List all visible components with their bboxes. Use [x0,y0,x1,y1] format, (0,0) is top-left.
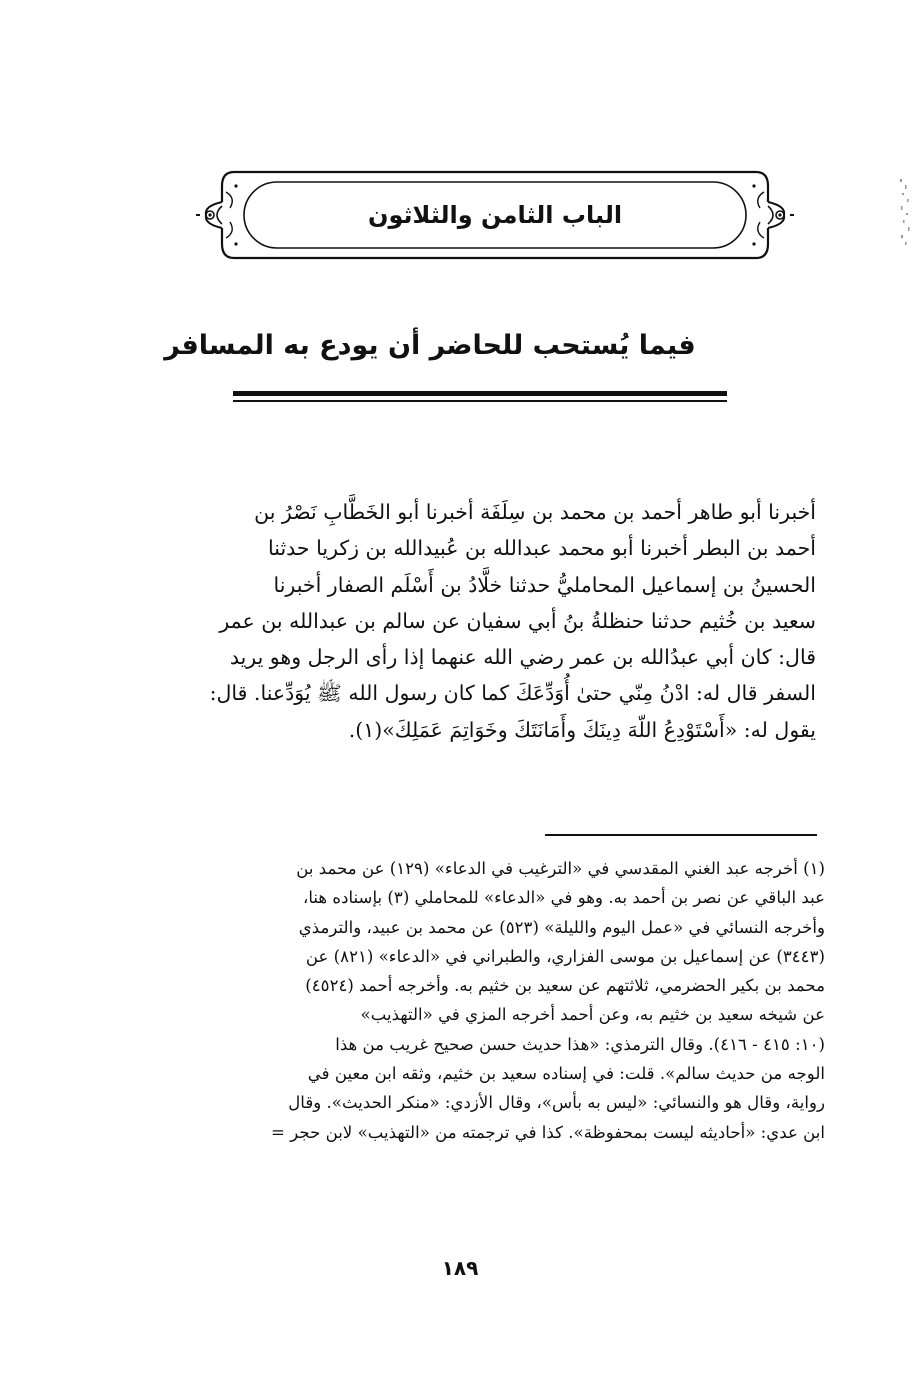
title-underline-thick [233,391,727,396]
page-number: ١٨٩ [441,1256,479,1280]
text-line: الحسينُ بن إسماعيل المحامليُّ حدثنا خلَّادُ بن أَسْلَم الصفار أخبرنا [273,572,816,597]
text-line: يقول له: «أَسْتَوْدِعُ اللّهَ دِينَكَ وأَمَانَتَكَ وخَوَاتِمَ عَمَلِكَ»(١). [348,717,816,742]
section-title: فيما يُستحب للحاضر أن يودع به المسافر [164,330,696,361]
footnote-line: الوجه من حديث سالم». قلت: في إسناده سعيد بن خثيم، وثقه ابن معين في [307,1064,825,1084]
footnote-line: (١٠: ٤١٥ - ٤١٦). وقال الترمذي: «هذا حديث حسن صحيح غريب من هذا [335,1034,825,1054]
footnote-line: عبد الباقي عن نصر بن أحمد به. وهو في «الدعاء» للمحاملي (٣) بإسناده هنا، [302,888,825,908]
scan-edge-noise-icon [898,175,912,250]
footnote-line: (١) أخرجه عبد الغني المقدسي في «الترغيب في الدعاء» (١٢٩) عن محمد بن [296,859,825,878]
hadith-text [132,494,816,748]
chapter-title: الباب الثامن والثلاثون [367,201,623,229]
footnote-line: وأخرجه النسائي في «عمل اليوم والليلة» (٥٢٣) عن محمد بن عبيد، والترمذي [298,917,825,937]
footnote [120,854,825,1147]
text-line: سعيد بن خُثيم حدثنا حنظلةُ بنُ أبي سفيان عن سالم بن عبدالله بن عمر [219,608,816,633]
text-line: قال: كان أبي عبدُالله بن عمر رضي الله عنهما إذا رأى الرجل وهو يريد [229,645,816,670]
footnote-separator [545,834,817,836]
footnote-line: عن شيخه سعيد بن خثيم به، وعن أحمد أخرجه المزي في «التهذيب» [360,1005,825,1025]
text-line: أحمد بن البطر أخبرنا أبو محمد عبدالله بن عُبيدالله بن زكريا حدثنا [268,536,816,561]
title-underline-thin [233,400,727,402]
chapter-heading-frame [196,162,794,268]
footnote-line: (٣٤٤٣) عن إسماعيل بن موسى الفزاري، والطبراني في «الدعاء» (٨٢١) عن [305,946,825,966]
text-line: السفر قال له: ادْنُ مِنّي حتىٰ أُوَدِّعَكَ كما كان رسول الله ﷺ يُوَدِّعنا. قال: [209,681,816,706]
text-line: أخبرنا أبو طاهر أحمد بن محمد بن سِلَفَة أخبرنا أبو الخَطَّابِ نَصْرُ بن [254,500,816,524]
footnote-line: ابن عدي: «أحاديثه ليست بمحفوظة». كذا في ترجمته من «التهذيب» لابن حجر = [271,1122,825,1142]
footnote-line: محمد بن بكير الحضرمي، ثلاثتهم عن سعيد بن خثيم به. وأخرجه أحمد (٤٥٢٤) [305,976,825,996]
footnote-line: رواية، وقال هو والنسائي: «ليس به بأس»، وقال الأزدي: «منكر الحديث». وقال [288,1093,825,1113]
